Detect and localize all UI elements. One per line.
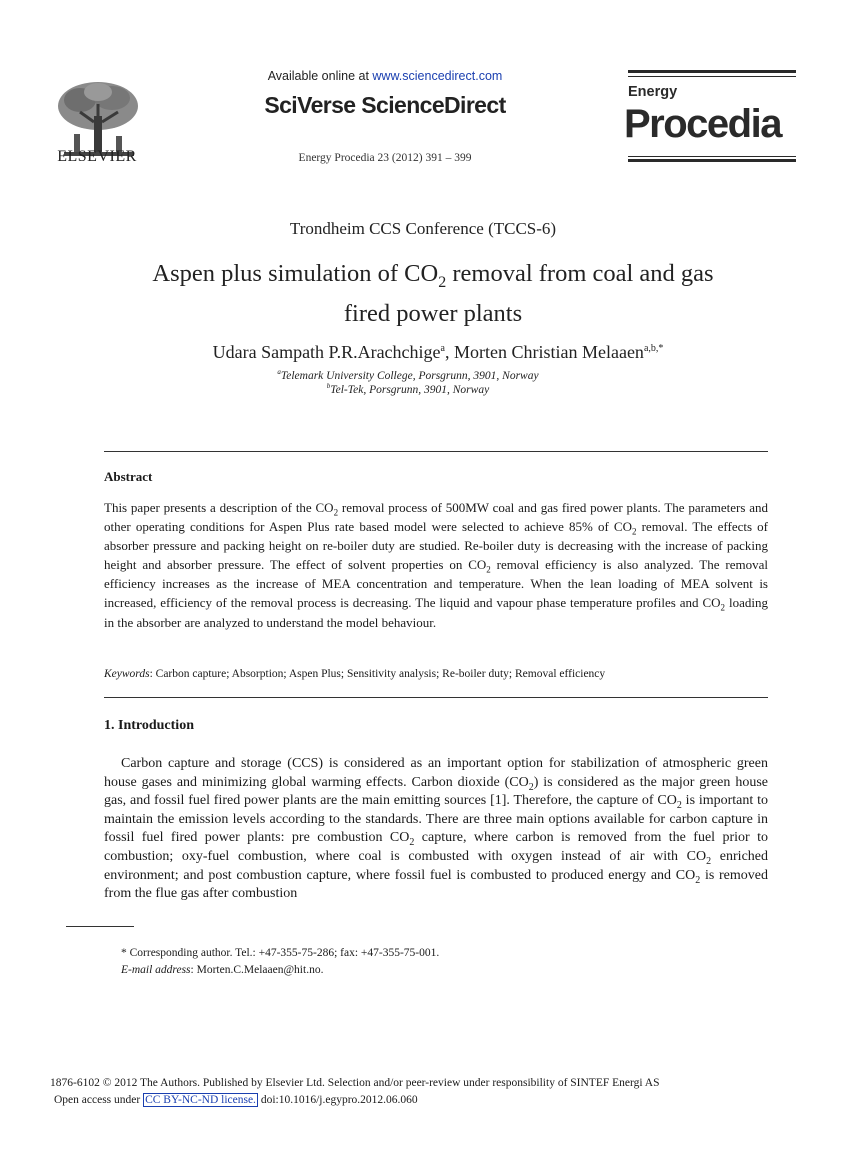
- email-label: E-mail address: [121, 964, 191, 976]
- author-2-affiliation: a,b,*: [643, 343, 664, 354]
- author-1-affiliation: a: [440, 343, 445, 354]
- conference-name: Trondheim CCS Conference (TCCS-6): [289, 219, 557, 238]
- subscript: 2: [720, 603, 726, 614]
- license-link[interactable]: CC BY-NC-ND license.: [145, 1094, 256, 1106]
- affiliation-a-mark: a: [277, 368, 281, 376]
- platform-logo: SciVerse ScienceDirect: [264, 92, 506, 118]
- intro-text: is important to maintain the emission levels according to the standards. There are three main options available for carbon capture in fossil fuel fired power plants: pre combustion CO: [104, 793, 768, 846]
- footnote-rule: [66, 926, 134, 927]
- open-access-line: [54, 1094, 418, 1106]
- subscript: 2: [695, 874, 701, 886]
- intro-text: is removed from the flue gas after combustion: [104, 867, 768, 902]
- author-2: , Morten Christian Melaaen: [444, 342, 644, 362]
- intro-text: enriched environment; and post combustion capture, where fossil fuel is combusted to produced energy and CO: [104, 848, 768, 883]
- title-subscript: 2: [438, 273, 447, 291]
- abstract-body: [104, 498, 768, 632]
- email-address: : Morten.C.Melaaen@hit.no.: [190, 964, 324, 976]
- footnote-email: [121, 964, 323, 976]
- open-access-prefix: Open access under: [54, 1094, 144, 1106]
- available-prefix: Available online at: [267, 69, 373, 83]
- subscript: 2: [409, 837, 415, 849]
- affiliation-a: [0, 368, 816, 382]
- subscript: 2: [528, 781, 534, 793]
- doi: doi:10.1016/j.egypro.2012.06.060: [257, 1094, 418, 1106]
- available-online: [230, 69, 540, 83]
- affiliation-a-text: Telemark University College, Porsgrunn, 3901, Norway: [280, 369, 539, 382]
- title-part: Aspen plus simulation of CO: [152, 260, 439, 287]
- affiliation-b-text: Tel-Tek, Porsgrunn, 3901, Norway: [330, 383, 490, 396]
- journal-reference: Energy Procedia 23 (2012) 391 – 399: [298, 152, 472, 164]
- abstract-text: loading in the absorber are analyzed to understand the model behaviour.: [104, 595, 768, 630]
- keywords: [104, 668, 768, 680]
- journal-logo-procedia: Procedia: [624, 102, 781, 146]
- subscript: 2: [676, 799, 682, 811]
- abstract-heading: Abstract: [104, 469, 153, 484]
- affiliation-b-mark: b: [326, 382, 331, 390]
- abstract-text: removal efficiency is also analyzed. The removal efficiency increases as the increase of MEA concentration and temperature. When the lean loading of MEA solvent is increased, efficiency of the removal process is decreasing. The liquid and vapour phase temperature profiles and CO: [104, 557, 768, 611]
- abstract-text: This paper presents a description of the CO: [104, 500, 334, 515]
- abstract-top-rule: [104, 451, 768, 452]
- abstract-text: removal. The effects of absorber pressure and packing height on re-boiler duty are studied. Re-boiler duty is decreasing with the increase of packing height and absorber pressure. The effect of solvent properties on CO: [104, 519, 768, 573]
- author-list: [0, 342, 846, 363]
- author-1: Udara Sampath P.R.Arachchige: [212, 342, 441, 362]
- logo-rule-bottom-thin: [628, 156, 796, 157]
- subscript: 2: [706, 855, 712, 867]
- abstract-text: removal process of 500MW coal and gas fired power plants. The parameters and other operating conditions for Aspen Plus rate based model were selected to achieve 85% of CO: [104, 500, 768, 535]
- logo-rule-top: [628, 70, 796, 73]
- publisher-name: ELSEVIER: [57, 148, 137, 165]
- sciencedirect-link[interactable]: www.sciencedirect.com: [372, 69, 503, 83]
- title-part: removal from coal and gas: [446, 260, 714, 287]
- footnote-corresponding: * Corresponding author. Tel.: +47-355-75-286; fax: +47-355-75-001.: [121, 947, 440, 959]
- section-heading-introduction: 1. Introduction: [104, 718, 194, 733]
- subscript: 2: [333, 507, 339, 518]
- subscript: 2: [631, 526, 637, 537]
- logo-rule-bottom: [628, 159, 796, 162]
- logo-rule-top-thin: [628, 76, 796, 77]
- affiliation-b: [0, 382, 816, 396]
- intro-text: capture, where carbon is removed from the fuel prior to combustion; oxy-fuel combustion, where coal is combusted with oxygen instead of air with CO: [104, 830, 768, 864]
- keywords-list: : Carbon capture; Absorption; Aspen Plus; Sensitivity analysis; Re-boiler duty; Removal efficiency: [149, 668, 606, 680]
- introduction-body: [104, 755, 768, 904]
- copyright-notice: 1876-6102 © 2012 The Authors. Published by Elsevier Ltd. Selection and/or peer-review under responsibility of SINTEF Energi AS: [50, 1077, 660, 1089]
- journal-logo-energy: Energy: [628, 84, 678, 100]
- intro-text: ) is considered as the major green house gas, and fossil fuel fired power plants are the main emitting sources [1]. Therefore, the capture of CO: [104, 774, 768, 809]
- intro-text: Carbon capture and storage (CCS) is considered as an important option for stabilization of atmospheric green house gases and minimizing global warming effects. Carbon dioxide (CO: [104, 756, 768, 790]
- abstract-bottom-rule: [104, 697, 768, 698]
- paper-title: [100, 258, 766, 329]
- keywords-label: Keywords: [104, 668, 150, 680]
- subscript: 2: [486, 564, 491, 575]
- title-line-2: fired power plants: [343, 299, 523, 327]
